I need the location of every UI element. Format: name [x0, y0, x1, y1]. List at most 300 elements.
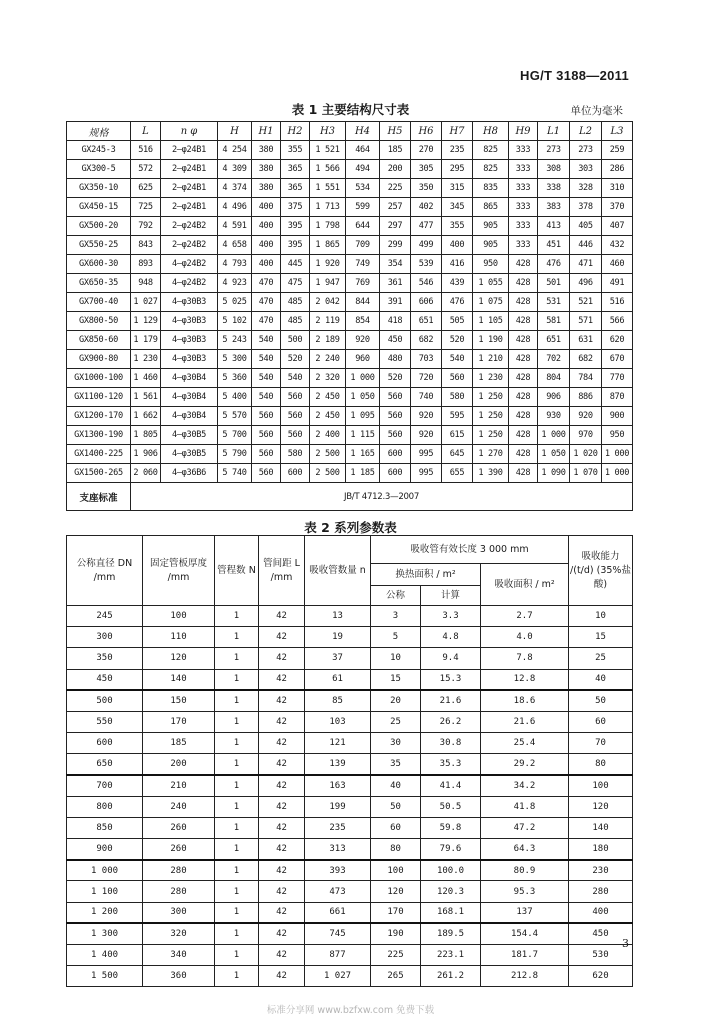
table-cell: 50 [371, 796, 421, 817]
table-cell: 365 [281, 179, 310, 198]
table-cell: 42 [259, 945, 305, 966]
table-row [67, 445, 633, 464]
table-cell: 400 [252, 255, 281, 274]
table-cell: 620 [602, 331, 633, 350]
table-cell: 15.3 [421, 669, 481, 690]
table-cell: 700 [67, 775, 143, 796]
table-cell: 769 [346, 274, 380, 293]
table-cell: 473 [305, 881, 371, 902]
table-cell: 100 [569, 775, 633, 796]
table-cell: 428 [509, 426, 538, 445]
table-cell: 257 [380, 198, 411, 217]
table-cell: 995 [411, 445, 442, 464]
col-dn: 公称直径 DN /mm [67, 536, 143, 606]
table-cell: 41.8 [481, 796, 569, 817]
table-cell: 4—φ36B6 [161, 464, 218, 483]
table-cell: 400 [252, 236, 281, 255]
table-cell: 355 [281, 141, 310, 160]
table-cell: 120 [569, 796, 633, 817]
table-cell: 581 [538, 312, 570, 331]
table-row [67, 733, 633, 754]
table-cell: 521 [570, 293, 602, 312]
table-cell: 651 [538, 331, 570, 350]
table-cell: 595 [442, 407, 473, 426]
table-cell: GX600-30 [67, 255, 131, 274]
main-dimensions-table [66, 121, 633, 511]
table-cell: 631 [570, 331, 602, 350]
table-cell: 600 [67, 733, 143, 754]
table-cell: 835 [473, 179, 509, 198]
table-cell: 770 [602, 369, 633, 388]
table-cell: 212.8 [481, 966, 569, 987]
table-cell: 42 [259, 860, 305, 881]
table-cell: 393 [305, 860, 371, 881]
table-row [67, 923, 633, 944]
table-row [67, 236, 633, 255]
table-cell: 428 [509, 255, 538, 274]
table-cell: 200 [380, 160, 411, 179]
table-cell: GX245-3 [67, 141, 131, 160]
table-cell: 1 [215, 775, 259, 796]
table-cell: 1 027 [131, 293, 161, 312]
table-cell: 460 [602, 255, 633, 274]
table-cell: GX1200-170 [67, 407, 131, 426]
table-cell: 1 662 [131, 407, 161, 426]
table-cell: 600 [380, 445, 411, 464]
table-cell: 560 [252, 426, 281, 445]
table-cell: 20 [371, 690, 421, 711]
table-cell: 320 [143, 923, 215, 944]
table-cell: 5 102 [218, 312, 252, 331]
table-cell: 120 [371, 881, 421, 902]
table-cell: 181.7 [481, 945, 569, 966]
table-cell: 475 [281, 274, 310, 293]
table-cell: 2 400 [310, 426, 346, 445]
table-cell: 2 240 [310, 350, 346, 369]
table-cell: 1 000 [346, 369, 380, 388]
table-cell: 1 270 [473, 445, 509, 464]
table-cell: 29.2 [481, 754, 569, 775]
col-absorb-area: 吸收面积 / m² [481, 564, 569, 606]
table-cell: 42 [259, 817, 305, 838]
table-cell: 137 [481, 902, 569, 923]
table-cell: 5 790 [218, 445, 252, 464]
table-cell: 5 570 [218, 407, 252, 426]
table-cell: 64.3 [481, 839, 569, 860]
table-cell: 380 [252, 141, 281, 160]
table-cell: GX800-50 [67, 312, 131, 331]
table-cell: 42 [259, 966, 305, 987]
table-cell: 2 500 [310, 464, 346, 483]
table-cell: 1 070 [570, 464, 602, 483]
table-cell: 560 [380, 426, 411, 445]
table-cell: 50.5 [421, 796, 481, 817]
table-cell: 2 450 [310, 388, 346, 407]
table-row [67, 902, 633, 923]
table-cell: 854 [346, 312, 380, 331]
table-cell: 720 [411, 369, 442, 388]
table-cell: GX300-5 [67, 160, 131, 179]
table-cell: GX1400-225 [67, 445, 131, 464]
table-cell: 333 [509, 236, 538, 255]
table-cell: 60 [371, 817, 421, 838]
table-cell: 1 100 [67, 881, 143, 902]
table-cell: 3 [371, 606, 421, 627]
table-cell: 340 [143, 945, 215, 966]
table-cell: 60 [569, 711, 633, 732]
table-cell: 580 [442, 388, 473, 407]
table-cell: 439 [442, 274, 473, 293]
table-row [67, 627, 633, 648]
table-cell: 948 [131, 274, 161, 293]
table-cell: 41.4 [421, 775, 481, 796]
table-cell: 4 923 [218, 274, 252, 293]
table-cell: 920 [411, 407, 442, 426]
table-cell: 1 500 [67, 966, 143, 987]
table-cell: 42 [259, 606, 305, 627]
table-cell: 540 [252, 331, 281, 350]
col-pitch: 管间距 L /mm [259, 536, 305, 606]
table-cell: 4 309 [218, 160, 252, 179]
table-cell: 5 400 [218, 388, 252, 407]
table-cell: 30 [371, 733, 421, 754]
table-cell: 1 713 [310, 198, 346, 217]
table-cell: 516 [131, 141, 161, 160]
table-cell: 445 [281, 255, 310, 274]
table-cell: 682 [411, 331, 442, 350]
table-cell: 520 [442, 331, 473, 350]
table-cell: 42 [259, 690, 305, 711]
table-cell: 5 700 [218, 426, 252, 445]
table-cell: 150 [143, 690, 215, 711]
table-cell: 70 [569, 733, 633, 754]
table-cell: 400 [252, 217, 281, 236]
table-cell: 1 000 [602, 464, 633, 483]
table-cell: 361 [380, 274, 411, 293]
table-cell: 540 [252, 388, 281, 407]
table-cell: 245 [67, 606, 143, 627]
table-cell: 1 [215, 606, 259, 627]
table-cell: 297 [380, 217, 411, 236]
table-cell: 560 [281, 407, 310, 426]
table-cell: 360 [143, 966, 215, 987]
table-cell: 428 [509, 293, 538, 312]
table-cell: 4—φ24B2 [161, 274, 218, 293]
table1-col-header: H4 [346, 122, 380, 141]
table-cell: 185 [380, 141, 411, 160]
table-cell: 42 [259, 754, 305, 775]
table-cell: 50 [569, 690, 633, 711]
table-cell: 333 [509, 160, 538, 179]
table-cell: 47.2 [481, 817, 569, 838]
table-cell: 42 [259, 648, 305, 669]
table-cell: 505 [442, 312, 473, 331]
table-cell: 42 [259, 711, 305, 732]
table-cell: 25 [569, 648, 633, 669]
table-cell: 26.2 [421, 711, 481, 732]
table-cell: 1 390 [473, 464, 509, 483]
table-cell: 140 [143, 669, 215, 690]
table-cell: 35 [371, 754, 421, 775]
table-cell: 540 [252, 369, 281, 388]
table-cell: 180 [569, 839, 633, 860]
table-cell: 3.3 [421, 606, 481, 627]
table1-col-header: L1 [538, 122, 570, 141]
table-cell: 170 [143, 711, 215, 732]
table-cell: 905 [473, 236, 509, 255]
table-cell: 485 [281, 312, 310, 331]
table-cell: 383 [538, 198, 570, 217]
table-cell: 625 [131, 179, 161, 198]
table-cell: 432 [602, 236, 633, 255]
table-cell: 42 [259, 669, 305, 690]
table-cell: 1 906 [131, 445, 161, 464]
table-cell: 95.3 [481, 881, 569, 902]
table-cell: 464 [346, 141, 380, 160]
table-cell: 470 [252, 274, 281, 293]
table-cell: 280 [143, 860, 215, 881]
table-cell: 560 [442, 369, 473, 388]
table-cell: 900 [602, 407, 633, 426]
table-cell: 5 300 [218, 350, 252, 369]
table-cell: 42 [259, 902, 305, 923]
table-cell: 4—φ30B5 [161, 426, 218, 445]
table-cell: 1 200 [67, 902, 143, 923]
table-cell: 491 [602, 274, 633, 293]
table-cell: 4 793 [218, 255, 252, 274]
table-row [67, 141, 633, 160]
table-cell: 35.3 [421, 754, 481, 775]
table-cell: 42 [259, 881, 305, 902]
table-cell: 800 [67, 796, 143, 817]
table-cell: 230 [569, 860, 633, 881]
table-cell: 599 [346, 198, 380, 217]
table-cell: 950 [602, 426, 633, 445]
table-cell: 534 [346, 179, 380, 198]
table-cell: 120 [143, 648, 215, 669]
table-cell: 261.2 [421, 966, 481, 987]
table-cell: 428 [509, 369, 538, 388]
table-cell: GX550-25 [67, 236, 131, 255]
table2-caption: 表 2 系列参数表 [304, 520, 397, 535]
table-cell: 670 [602, 350, 633, 369]
table-cell: 516 [602, 293, 633, 312]
col-heat-area: 换热面积 / m² [371, 564, 481, 586]
table-cell: 560 [380, 407, 411, 426]
table-cell: 15 [371, 669, 421, 690]
table-cell: 530 [569, 945, 633, 966]
table-cell: 1 [215, 902, 259, 923]
table-cell: 139 [305, 754, 371, 775]
table-cell: 4 658 [218, 236, 252, 255]
table-cell: 2 060 [131, 464, 161, 483]
table-cell: 413 [538, 217, 570, 236]
table-cell: 4—φ30B4 [161, 388, 218, 407]
table-cell: 480 [380, 350, 411, 369]
table-cell: 2 189 [310, 331, 346, 350]
table-cell: 1 [215, 881, 259, 902]
table-cell: 520 [380, 369, 411, 388]
table-cell: 333 [509, 198, 538, 217]
table-cell: 1 000 [67, 860, 143, 881]
table-cell: 477 [411, 217, 442, 236]
table-cell: 740 [411, 388, 442, 407]
table1-col-header: H7 [442, 122, 473, 141]
table-cell: GX850-60 [67, 331, 131, 350]
table-cell: 615 [442, 426, 473, 445]
table-cell: 240 [143, 796, 215, 817]
table-cell: 560 [252, 445, 281, 464]
table-cell: 260 [143, 839, 215, 860]
table-cell: 400 [252, 198, 281, 217]
table-cell: 199 [305, 796, 371, 817]
table-cell: 185 [143, 733, 215, 754]
table-cell: 804 [538, 369, 570, 388]
table-cell: 59.8 [421, 817, 481, 838]
table-cell: 792 [131, 217, 161, 236]
table-cell: 1 020 [570, 445, 602, 464]
table-cell: 18.6 [481, 690, 569, 711]
table-cell: 10 [569, 606, 633, 627]
table-cell: 5 025 [218, 293, 252, 312]
table-cell: GX900-80 [67, 350, 131, 369]
table-cell: 476 [538, 255, 570, 274]
table-cell: 1 551 [310, 179, 346, 198]
table-cell: 905 [473, 217, 509, 236]
table-cell: 620 [569, 966, 633, 987]
table-cell: 428 [509, 274, 538, 293]
table-cell: 235 [442, 141, 473, 160]
table-cell: 550 [67, 711, 143, 732]
table-cell: 2—φ24B1 [161, 160, 218, 179]
table-cell: 1 [215, 690, 259, 711]
table-cell: 1 400 [67, 945, 143, 966]
table-cell: 651 [411, 312, 442, 331]
table-cell: 407 [602, 217, 633, 236]
table-cell: 7.8 [481, 648, 569, 669]
table-cell: 378 [570, 198, 602, 217]
table-cell: 520 [281, 350, 310, 369]
table-cell: 34.2 [481, 775, 569, 796]
table-row [67, 274, 633, 293]
table-cell: 308 [538, 160, 570, 179]
table-cell: 920 [411, 426, 442, 445]
table-cell: 865 [473, 198, 509, 217]
table-row [67, 796, 633, 817]
table-cell: 2—φ24B2 [161, 217, 218, 236]
table-cell: 850 [67, 817, 143, 838]
table-cell: 661 [305, 902, 371, 923]
table1-col-header: L2 [570, 122, 602, 141]
table-cell: 42 [259, 923, 305, 944]
col-passes: 管程数 N [215, 536, 259, 606]
table-cell: 259 [602, 141, 633, 160]
table-cell: 189.5 [421, 923, 481, 944]
table-cell: 4.8 [421, 627, 481, 648]
table-cell: 450 [380, 331, 411, 350]
standard-number: HG/T 3188—2011 [520, 68, 629, 83]
col-calc: 计算 [421, 586, 481, 606]
table-cell: 400 [569, 902, 633, 923]
table-cell: 121 [305, 733, 371, 754]
table-cell: 21.6 [421, 690, 481, 711]
table-cell: 313 [305, 839, 371, 860]
table-cell: 560 [281, 388, 310, 407]
table-cell: 906 [538, 388, 570, 407]
support-standard-value: JB/T 4712.3—2007 [131, 483, 633, 511]
table-cell: 500 [281, 331, 310, 350]
table-cell: 428 [509, 312, 538, 331]
table-cell: 546 [411, 274, 442, 293]
table1-col-header: n φ [161, 122, 218, 141]
table-cell: 273 [538, 141, 570, 160]
table-cell: 100 [371, 860, 421, 881]
page-number: 3 [622, 937, 629, 950]
table-cell: 560 [252, 407, 281, 426]
table-cell: 2 119 [310, 312, 346, 331]
table-cell: 4—φ30B4 [161, 369, 218, 388]
table-cell: 80 [569, 754, 633, 775]
table-cell: 42 [259, 839, 305, 860]
table-row [67, 839, 633, 860]
table-cell: 168.1 [421, 902, 481, 923]
table-cell: 1 [215, 754, 259, 775]
table1-col-header: L3 [602, 122, 633, 141]
table-cell: 843 [131, 236, 161, 255]
table-cell: 265 [371, 966, 421, 987]
table-cell: 210 [143, 775, 215, 796]
table-row [67, 945, 633, 966]
table-cell: 645 [442, 445, 473, 464]
table-cell: 402 [411, 198, 442, 217]
table-cell: 315 [442, 179, 473, 198]
table-cell: 600 [281, 464, 310, 483]
table-row [67, 217, 633, 236]
table-cell: 370 [602, 198, 633, 217]
table-cell: 960 [346, 350, 380, 369]
table-cell: 5 [371, 627, 421, 648]
table1-col-header: H9 [509, 122, 538, 141]
table-cell: 2—φ24B1 [161, 141, 218, 160]
table-cell: 531 [538, 293, 570, 312]
table-row [67, 464, 633, 483]
table-cell: 886 [570, 388, 602, 407]
table-cell: 303 [570, 160, 602, 179]
table-cell: 470 [252, 312, 281, 331]
table-cell: 42 [259, 775, 305, 796]
table-cell: GX1100-120 [67, 388, 131, 407]
table-cell: 1 [215, 627, 259, 648]
table-cell: 400 [442, 236, 473, 255]
table-row [67, 255, 633, 274]
table-cell: 154.4 [481, 923, 569, 944]
table-cell: 1 [215, 796, 259, 817]
table-cell: 496 [570, 274, 602, 293]
table-cell: 280 [143, 881, 215, 902]
table-cell: 345 [442, 198, 473, 217]
table-cell: 1 185 [346, 464, 380, 483]
table-cell: 1 027 [305, 966, 371, 987]
table-cell: 355 [442, 217, 473, 236]
table-cell: 470 [252, 293, 281, 312]
table-cell: 1 521 [310, 141, 346, 160]
table1-col-header: H [218, 122, 252, 141]
table-cell: 295 [442, 160, 473, 179]
table-cell: 273 [570, 141, 602, 160]
table-row [67, 690, 633, 711]
table1-col-header: H5 [380, 122, 411, 141]
table-cell: 1 095 [346, 407, 380, 426]
